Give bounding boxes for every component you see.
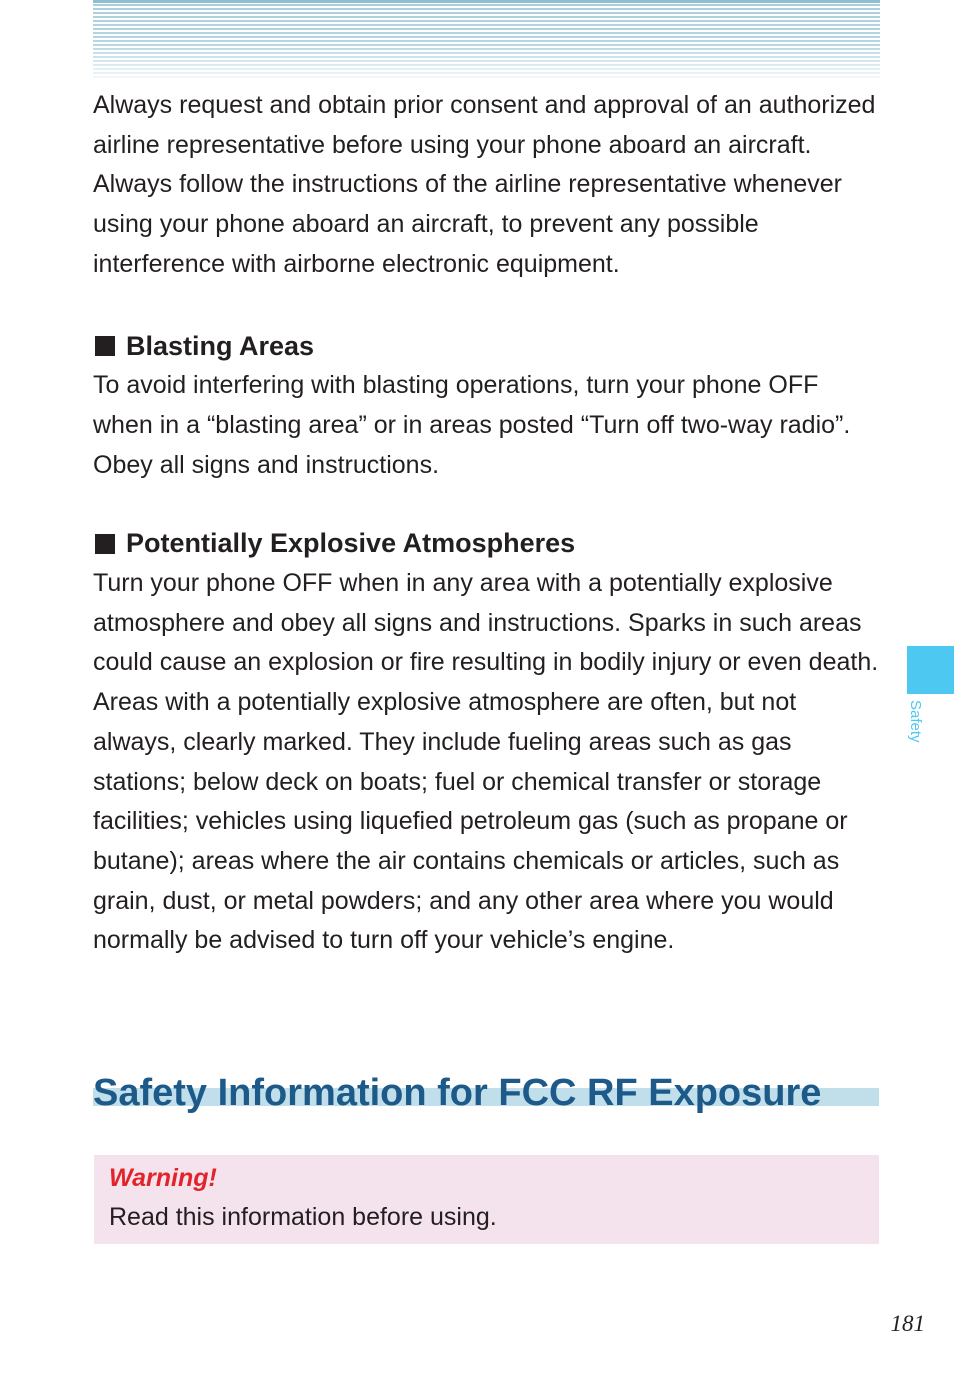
explosive-paragraph-1: Turn your phone OFF when in any area with a potentially explosive atmosphere and obey all signs and instructions. Sparks in such areas could cause an explosion or fire resulting in bodily injury or even death. <box>93 569 879 677</box>
spacer <box>93 485 883 524</box>
main-content <box>93 86 883 961</box>
intro-paragraph: Always request and obtain prior consent and approval of an authorized airline representative before using your phone aboard an aircraft. Always follow the instructions of the airline representative whenever using your phone aboard an aircraft, to prevent any possible interference with airborne electronic equipment. <box>93 91 876 278</box>
blasting-paragraph: To avoid interfering with blasting operations, turn your phone OFF when in a “blasting area” or in areas posted “Turn off two-way radio”. Obey all signs and instructions. <box>93 371 851 479</box>
explosive-heading-text: Potentially Explosive Atmospheres <box>126 528 576 559</box>
square-bullet-icon <box>95 534 115 554</box>
page-number: 181 <box>890 1311 925 1336</box>
warning-box <box>94 1155 879 1244</box>
chapter-tab-label: Safety <box>907 700 924 743</box>
header-fade <box>93 0 880 78</box>
warning-text: Read this information before using. <box>109 1203 497 1231</box>
section-title-block <box>93 1068 879 1118</box>
blasting-heading-text: Blasting Areas <box>126 330 315 361</box>
spacer <box>93 285 883 327</box>
explosive-paragraph-2: Areas with a potentially explosive atmosphere are often, but not always, clearly marked. They include fueling areas such as gas stations; below deck on boats; fuel or chemical transfer or storage facilities; vehicles using liquefied petroleum gas (such as propane or butane); areas where the air contains chemicals or articles, such as grain, dust, or metal powders; and any other area where you would normally be advised to turn off your vehicle’s engine. <box>93 688 848 955</box>
chapter-tab <box>907 646 954 694</box>
explosive-heading <box>93 524 883 564</box>
square-bullet-icon <box>95 336 115 356</box>
warning-title: Warning! <box>109 1164 217 1192</box>
blasting-heading <box>93 327 883 367</box>
section-title: Safety Information for FCC RF Exposure <box>93 1072 822 1114</box>
header-decoration-bar <box>93 0 880 78</box>
